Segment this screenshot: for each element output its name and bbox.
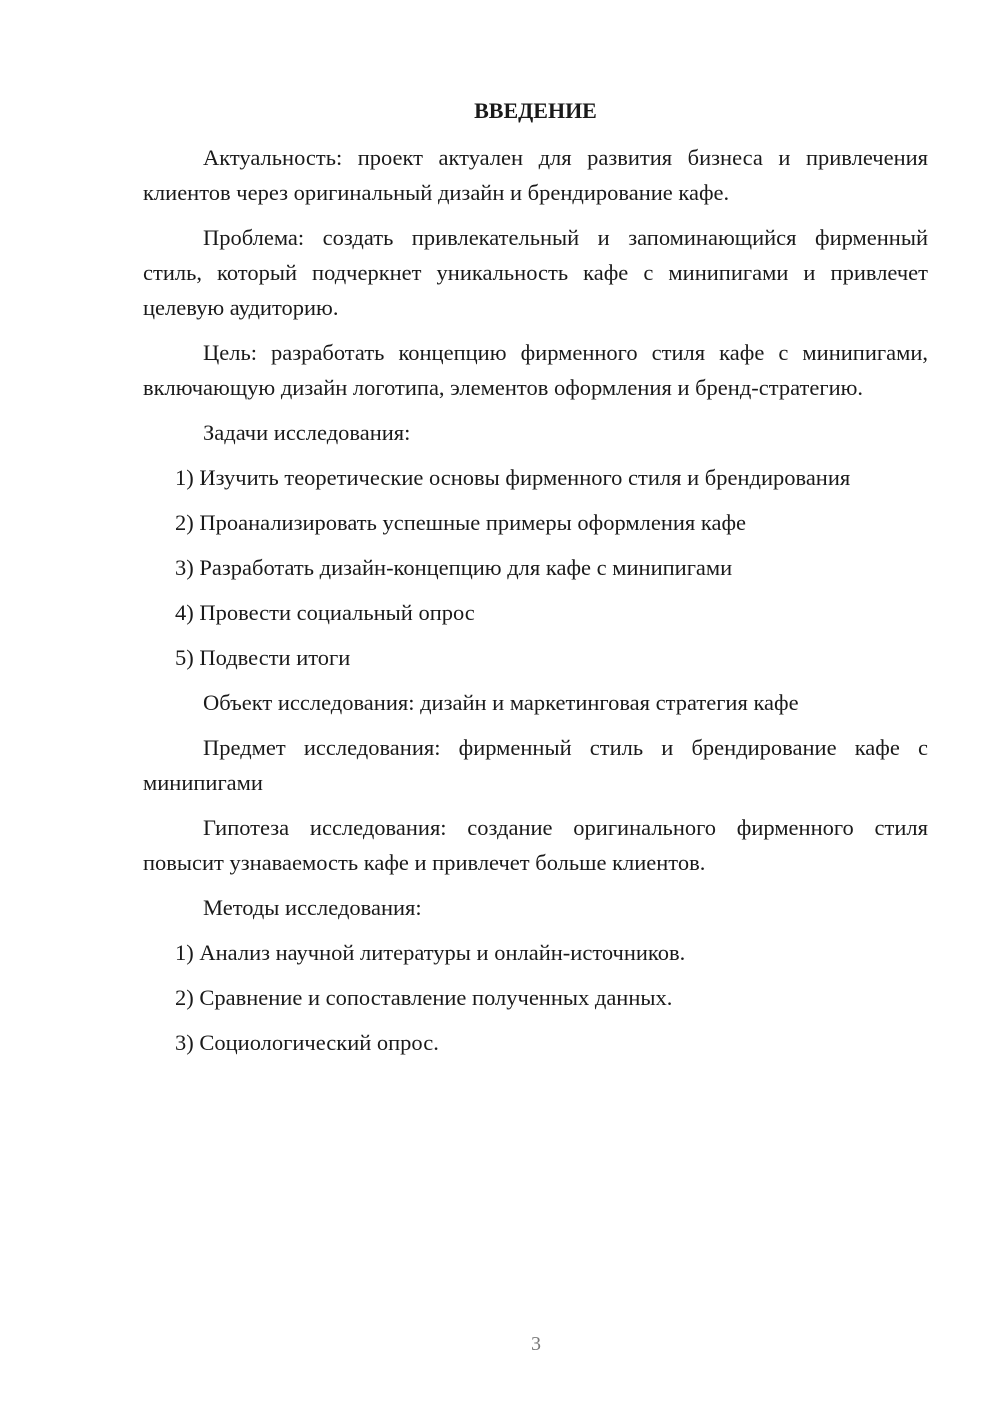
task-item: 4) Провести социальный опрос xyxy=(175,600,475,625)
task-item: 5) Подвести итоги xyxy=(175,645,351,670)
problem-paragraph: Проблема: создать привлекательный и запоминающийся фирменный стиль, который подчеркнет уникальность кафе с минипигами и привлечет целевую аудиторию. xyxy=(143,225,928,320)
subject-paragraph: Предмет исследования: фирменный стиль и брендирование кафе с минипигами xyxy=(143,735,928,795)
relevance-paragraph: Актуальность: проект актуален для развития бизнеса и привлечения клиентов через оригинальный дизайн и брендирование кафе. xyxy=(143,145,928,205)
tasks-list xyxy=(143,460,928,675)
task-item: 3) Разработать дизайн-концепцию для кафе с минипигами xyxy=(175,555,733,580)
tasks-heading: Задачи исследования: xyxy=(203,420,411,445)
task-item: 2) Проанализировать успешные примеры оформления кафе xyxy=(175,510,747,535)
methods-list xyxy=(143,935,928,1060)
page-content xyxy=(143,95,928,1070)
goal-paragraph: Цель: разработать концепцию фирменного стиля кафе с минипигами, включающую дизайн логотипа, элементов оформления и бренд-стратегию. xyxy=(143,340,928,400)
method-item: 3) Социологический опрос. xyxy=(175,1030,439,1055)
hypothesis-paragraph: Гипотеза исследования: создание оригинального фирменного стиля повысит узнаваемость кафе и привлечет больше клиентов. xyxy=(143,815,928,875)
object-paragraph: Объект исследования: дизайн и маркетинговая стратегия кафе xyxy=(203,690,799,715)
methods-heading: Методы исследования: xyxy=(203,895,422,920)
method-item: 2) Сравнение и сопоставление полученных данных. xyxy=(175,985,673,1010)
task-item: 1) Изучить теоретические основы фирменного стиля и брендирования xyxy=(175,465,851,490)
page-number: 3 xyxy=(531,1333,541,1355)
method-item: 1) Анализ научной литературы и онлайн-источников. xyxy=(175,940,686,965)
document-title: ВВЕДЕНИЕ xyxy=(474,98,597,123)
